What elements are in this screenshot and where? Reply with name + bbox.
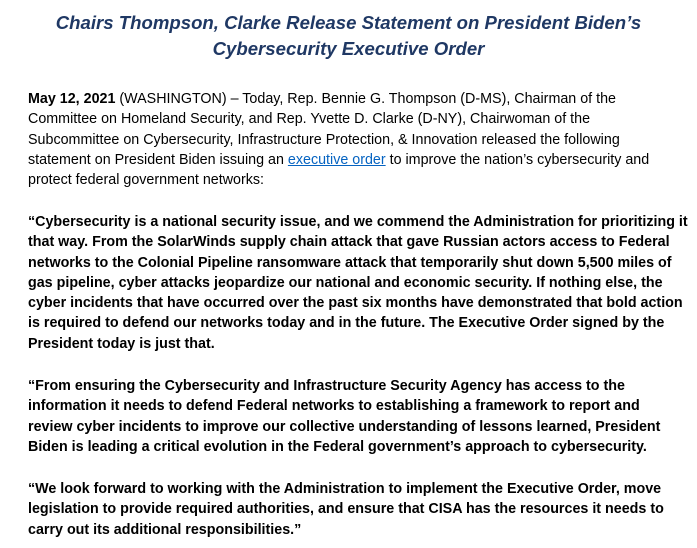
intro-line-4-before: statement on President Biden issuing an xyxy=(28,151,288,168)
intro-line-2: Committee on Homeland Security, and Rep. Yvette D. Clarke (D-NY), Chairwoman of the xyxy=(28,111,591,128)
quote1-line: cyber incidents that have occurred over the past six months have demonstrated that bold action xyxy=(28,295,683,312)
quote1-line: “Cybersecurity is a national security issue, and we commend the Administration for prioritizing it xyxy=(28,214,688,230)
intro-paragraph xyxy=(28,89,688,190)
quote2-line: Biden is leading a critical evolution in the Federal government’s approach to cybersecurity. xyxy=(28,438,647,455)
quote1-line: gas pipeline, cyber attacks jeopardize our national and economic security. If nothing else, the xyxy=(28,274,663,291)
intro-line-1 xyxy=(28,89,688,109)
page-title xyxy=(14,10,683,62)
quote-paragraph-3 xyxy=(28,479,688,540)
quote3-line: legislation to provide required authorities, and ensure that CISA has the resources it needs to xyxy=(28,501,664,518)
quote-paragraph-1 xyxy=(28,212,688,354)
quote3-line: carry out its additional responsibilities.” xyxy=(28,521,302,538)
intro-line-1-text: (WASHINGTON) – Today, Rep. Bennie G. Thompson (D-MS), Chairman of the xyxy=(115,91,617,107)
quote2-line: information it needs to defend Federal networks to establishing a framework to report and xyxy=(28,398,640,415)
title-line-2: Cybersecurity Executive Order xyxy=(212,38,485,59)
quote1-line: President today is just that. xyxy=(28,335,215,352)
intro-line-3: Subcommittee on Cybersecurity, Infrastructure Protection, & Innovation released the following xyxy=(28,131,620,148)
quote1-line: networks to the Colonial Pipeline ransomware attack that temporarily shut down 5,500 miles of xyxy=(28,254,672,271)
intro-line-4 xyxy=(28,150,688,170)
intro-line-5: protect federal government networks: xyxy=(28,172,265,189)
executive-order-link[interactable]: executive order xyxy=(287,151,386,168)
quote1-line: that way. From the SolarWinds supply chain attack that gave Russian actors access to Federal xyxy=(28,234,670,251)
intro-line-4-after: to improve the nation’s cybersecurity and xyxy=(385,151,650,168)
quote2-line: review cyber incidents to improve our collective understanding of lessons learned, President xyxy=(28,418,661,435)
release-date: May 12, 2021 xyxy=(28,91,116,107)
title-line-1: Chairs Thompson, Clarke Release Statement on President Biden’s xyxy=(55,12,642,33)
quote2-line: “From ensuring the Cybersecurity and Infrastructure Security Agency has access to the xyxy=(28,378,625,394)
quote1-line: is required to defend our networks today and in the future. The Executive Order signed by the xyxy=(28,315,665,332)
quote3-line: “We look forward to working with the Administration to implement the Executive Order, move xyxy=(28,481,662,497)
quote-paragraph-2 xyxy=(28,376,688,457)
